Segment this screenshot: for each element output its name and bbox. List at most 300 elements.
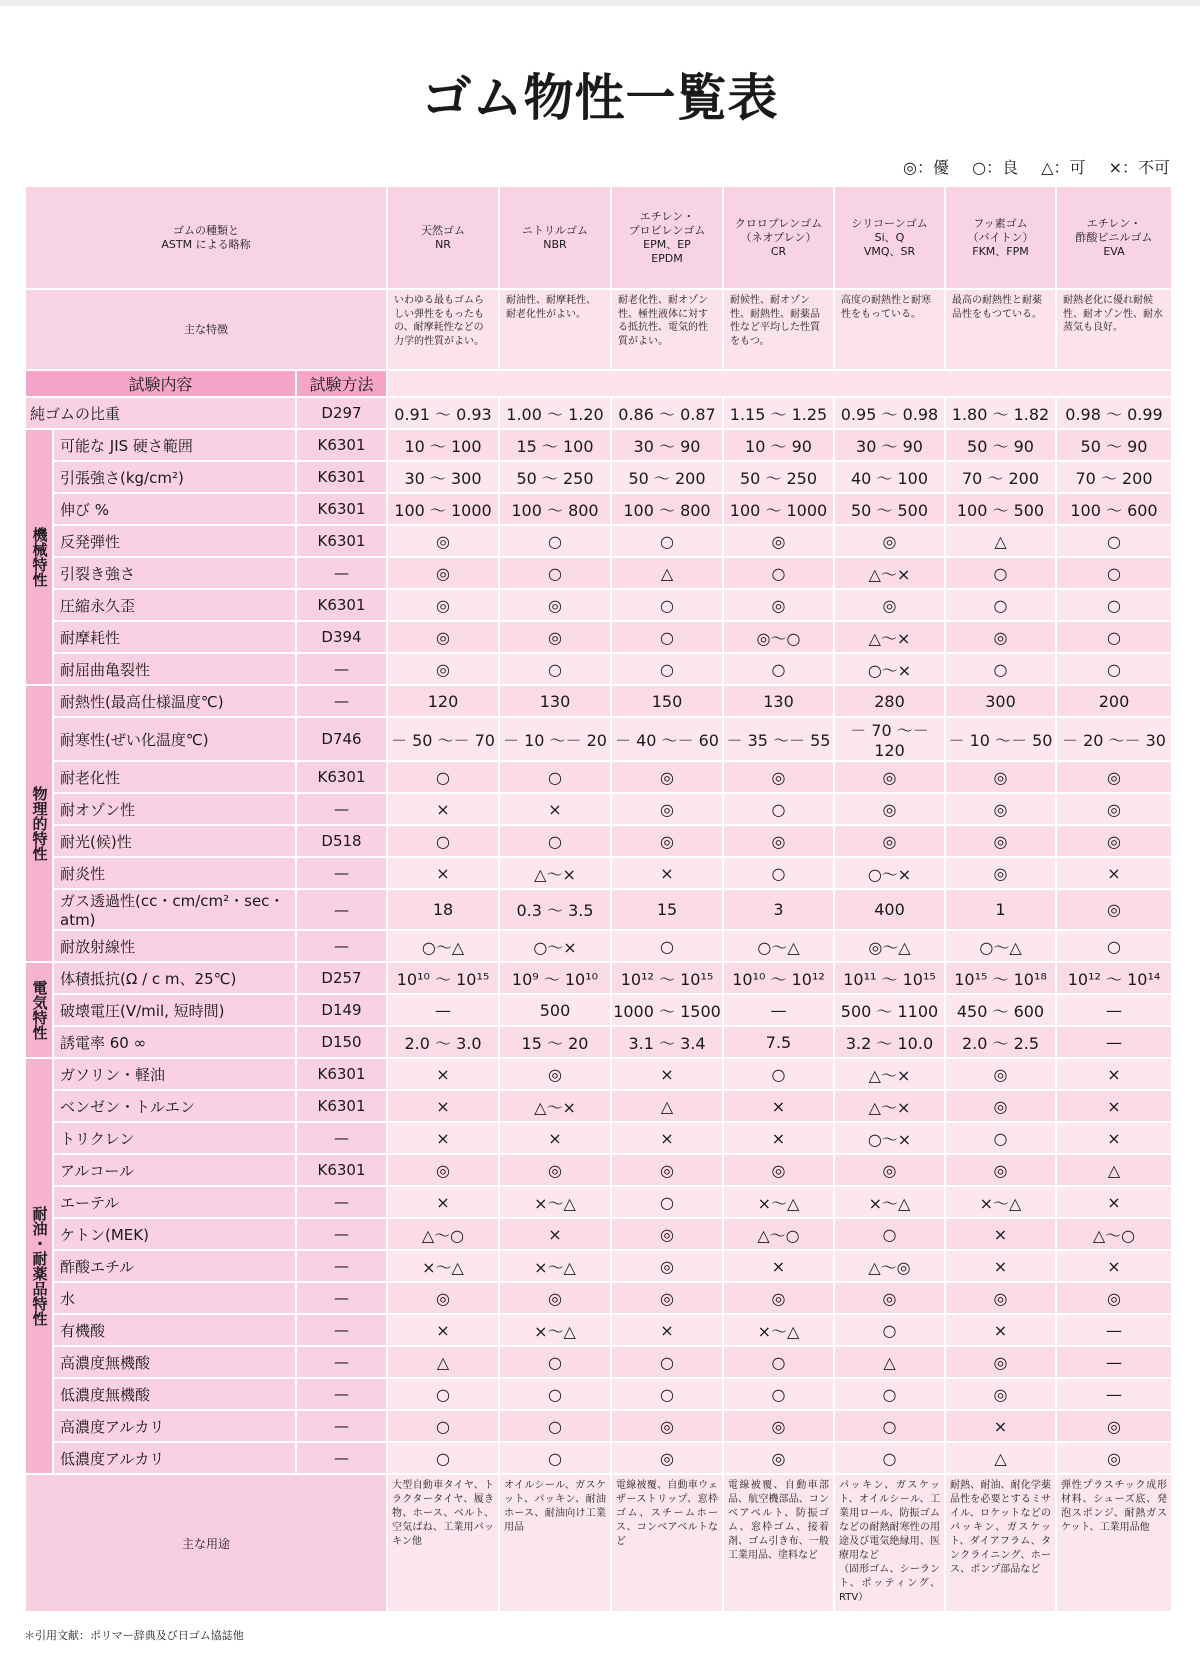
value-cell: ◎	[611, 1218, 723, 1250]
feature-label: 主な特徴	[25, 289, 387, 370]
value-cell: ◎	[723, 525, 834, 557]
value-cell: ○	[723, 653, 834, 685]
test-method: —	[296, 1314, 387, 1346]
rubber-name: ニトリルゴム NBR	[499, 186, 611, 289]
test-item: 純ゴムの比重	[25, 397, 296, 429]
value-cell: 150	[611, 685, 723, 717]
value-cell: ◎	[834, 793, 945, 825]
value-cell: － 35 ～－ 55	[723, 717, 834, 761]
value-cell: 0.86 ～ 0.87	[611, 397, 723, 429]
value-cell: ○	[499, 525, 611, 557]
test-item: 引張強さ(kg/cm²)	[53, 461, 296, 493]
value-cell: ◎	[611, 793, 723, 825]
value-cell: ×	[1056, 1090, 1172, 1122]
test-method: —	[296, 1250, 387, 1282]
value-cell: ×～△	[387, 1250, 499, 1282]
value-cell: ×	[387, 1090, 499, 1122]
value-cell: ×～△	[499, 1250, 611, 1282]
value-cell: ◎	[945, 793, 1056, 825]
value-cell: △～×	[834, 1090, 945, 1122]
value-cell: ○	[611, 1186, 723, 1218]
value-cell: ○	[723, 1378, 834, 1410]
test-item: 水	[53, 1282, 296, 1314]
value-cell: △	[945, 1442, 1056, 1474]
value-cell: ×	[387, 793, 499, 825]
value-cell: ◎	[387, 525, 499, 557]
value-cell: ○	[834, 1378, 945, 1410]
test-method: —	[296, 557, 387, 589]
test-item: 伸び %	[53, 493, 296, 525]
value-cell: ◎	[499, 1282, 611, 1314]
rubber-usage: 電線被覆、自動車ウェザーストリップ、窓枠ゴム、スチームホース、コンベアベルトなど	[611, 1474, 723, 1612]
rubber-feature: 耐熱老化に優れ耐候性、耐オゾン性、耐水蒸気も良好。	[1056, 289, 1172, 370]
test-method: D150	[296, 1026, 387, 1058]
value-cell: ◎	[834, 1154, 945, 1186]
value-cell: ◎	[945, 1378, 1056, 1410]
value-cell: ◎	[945, 621, 1056, 653]
value-cell: 15	[611, 889, 723, 930]
value-cell: ○	[1056, 557, 1172, 589]
value-cell: ◎	[1056, 1282, 1172, 1314]
value-cell: ×	[945, 1250, 1056, 1282]
value-cell: ◎	[834, 1282, 945, 1314]
value-cell: 10¹⁵ ～ 10¹⁸	[945, 962, 1056, 994]
value-cell: ○	[1056, 930, 1172, 962]
value-cell: ◎	[945, 1282, 1056, 1314]
value-cell: ×	[723, 1250, 834, 1282]
value-cell: 3.1 ～ 3.4	[611, 1026, 723, 1058]
rubber-feature: 高度の耐熱性と耐寒性をもっている。	[834, 289, 945, 370]
value-cell: 450 ～ 600	[945, 994, 1056, 1026]
value-cell: △	[945, 525, 1056, 557]
test-method: —	[296, 793, 387, 825]
value-cell: ◎	[499, 621, 611, 653]
value-cell: ◎	[834, 525, 945, 557]
value-cell: ○	[723, 557, 834, 589]
value-cell: △	[834, 1346, 945, 1378]
value-cell: 1.00 ～ 1.20	[499, 397, 611, 429]
value-cell: 70 ～ 200	[1056, 461, 1172, 493]
value-cell: 100 ～ 500	[945, 493, 1056, 525]
value-cell: 280	[834, 685, 945, 717]
value-cell: ○～×	[834, 857, 945, 889]
test-item: 引裂き強さ	[53, 557, 296, 589]
test-method: K6301	[296, 461, 387, 493]
test-method: —	[296, 1442, 387, 1474]
value-cell: ○	[611, 1346, 723, 1378]
test-item: 低濃度無機酸	[53, 1378, 296, 1410]
value-cell: 10¹⁰ ～ 10¹⁵	[387, 962, 499, 994]
rubber-name: シリコーンゴム Si、Q VMQ、SR	[834, 186, 945, 289]
test-method: —	[296, 1410, 387, 1442]
value-cell: ◎	[499, 1058, 611, 1090]
value-cell: ◎	[945, 1058, 1056, 1090]
value-cell: ◎	[723, 1442, 834, 1474]
test-method: D149	[296, 994, 387, 1026]
value-cell: ◎	[723, 1154, 834, 1186]
value-cell: － 70 ～－ 120	[834, 717, 945, 761]
value-cell: ×～△	[499, 1186, 611, 1218]
value-cell: ○～△	[723, 930, 834, 962]
test-method: D257	[296, 962, 387, 994]
value-cell: 120	[387, 685, 499, 717]
value-cell: 500	[499, 994, 611, 1026]
value-cell: ◎	[611, 825, 723, 857]
value-cell: ◎	[1056, 793, 1172, 825]
value-cell: 18	[387, 889, 499, 930]
category-label: 物理的特性	[25, 685, 53, 962]
value-cell: ◎	[611, 1154, 723, 1186]
value-cell: ×	[611, 1122, 723, 1154]
value-cell: 30 ～ 90	[834, 429, 945, 461]
value-cell: ◎～○	[723, 621, 834, 653]
value-cell: —	[1056, 994, 1172, 1026]
value-cell: 40 ～ 100	[834, 461, 945, 493]
test-method: —	[296, 1218, 387, 1250]
usage-label: 主な用途	[25, 1474, 387, 1612]
test-item: 耐老化性	[53, 761, 296, 793]
test-method: D297	[296, 397, 387, 429]
value-cell: 3.2 ～ 10.0	[834, 1026, 945, 1058]
value-cell: 100 ～ 1000	[723, 493, 834, 525]
value-cell: —	[1056, 1378, 1172, 1410]
category-label: 機械特性	[25, 429, 53, 685]
test-method: K6301	[296, 1058, 387, 1090]
value-cell: ◎	[499, 1154, 611, 1186]
value-cell: 7.5	[723, 1026, 834, 1058]
rubber-name: 天然ゴム NR	[387, 186, 499, 289]
value-cell: ○	[723, 793, 834, 825]
value-cell: ○～△	[387, 930, 499, 962]
value-cell: ◎	[723, 1282, 834, 1314]
value-cell: ○	[723, 857, 834, 889]
test-item: 耐屈曲亀裂性	[53, 653, 296, 685]
value-cell: ×	[499, 1218, 611, 1250]
rubber-feature: 耐老化性、耐オゾン性、極性液体に対する抵抗性、電気的性質がよい。	[611, 289, 723, 370]
value-cell: ○	[387, 1442, 499, 1474]
value-cell: － 40 ～－ 60	[611, 717, 723, 761]
value-cell: ○	[499, 1346, 611, 1378]
value-cell: ◎	[387, 1282, 499, 1314]
value-cell: —	[387, 994, 499, 1026]
legend-fair: △：可	[1041, 158, 1086, 177]
test-method: D394	[296, 621, 387, 653]
value-cell: △～×	[834, 1058, 945, 1090]
value-cell: △	[387, 1346, 499, 1378]
value-cell: ◎	[611, 1410, 723, 1442]
test-item: ガソリン・軽油	[53, 1058, 296, 1090]
test-item: 耐寒性(ぜい化温度℃)	[53, 717, 296, 761]
rubber-feature: 最高の耐熱性と耐薬品性をもつている。	[945, 289, 1056, 370]
value-cell: － 50 ～－ 70	[387, 717, 499, 761]
value-cell: ◎	[611, 1250, 723, 1282]
value-cell: ◎	[723, 761, 834, 793]
legend-good: ○：良	[972, 158, 1019, 177]
value-cell: ◎	[1056, 889, 1172, 930]
value-cell: ◎	[1056, 825, 1172, 857]
value-cell: ×	[387, 1058, 499, 1090]
value-cell: 0.95 ～ 0.98	[834, 397, 945, 429]
value-cell: ◎	[499, 589, 611, 621]
value-cell: ○	[1056, 621, 1172, 653]
test-item: 耐摩耗性	[53, 621, 296, 653]
value-cell: 3	[723, 889, 834, 930]
value-cell: ○	[387, 761, 499, 793]
value-cell: 10⁹ ～ 10¹⁰	[499, 962, 611, 994]
value-cell: ◎	[834, 761, 945, 793]
value-cell: ○	[945, 557, 1056, 589]
legend-excellent: ◎：優	[903, 158, 950, 177]
test-item: 誘電率 60 ∞	[53, 1026, 296, 1058]
value-cell: ×	[1056, 857, 1172, 889]
value-cell: ○～△	[945, 930, 1056, 962]
value-cell: ◎	[1056, 1410, 1172, 1442]
value-cell: ×	[1056, 1058, 1172, 1090]
value-cell: —	[1056, 1346, 1172, 1378]
test-item: 低濃度アルカリ	[53, 1442, 296, 1474]
test-item: 耐炎性	[53, 857, 296, 889]
value-cell: ○	[1056, 589, 1172, 621]
rubber-usage: 大型自動車タイヤ、トラクタータイヤ、履き物、ホース、ベルト、空気ばね、工業用パッキン他	[387, 1474, 499, 1612]
value-cell: ○	[499, 1442, 611, 1474]
test-item: 可能な JIS 硬さ範囲	[53, 429, 296, 461]
test-item: 耐熱性(最高仕様温度℃)	[53, 685, 296, 717]
value-cell: ○～×	[834, 1122, 945, 1154]
test-method: K6301	[296, 429, 387, 461]
value-cell: 50 ～ 90	[1056, 429, 1172, 461]
value-cell: 500 ～ 1100	[834, 994, 945, 1026]
top-border	[0, 0, 1200, 6]
value-cell: 70 ～ 200	[945, 461, 1056, 493]
value-cell: ×	[945, 1218, 1056, 1250]
value-cell: 1.15 ～ 1.25	[723, 397, 834, 429]
value-cell: 10¹² ～ 10¹⁵	[611, 962, 723, 994]
rubber-type-label: ゴムの種類と ASTM による略称	[25, 186, 387, 289]
value-cell: ◎	[945, 1090, 1056, 1122]
test-method: —	[296, 685, 387, 717]
value-cell: 100 ～ 800	[499, 493, 611, 525]
category-label: 電気特性	[25, 962, 53, 1058]
value-cell: ○	[387, 1378, 499, 1410]
value-cell: ○	[611, 589, 723, 621]
value-cell: ○～×	[834, 653, 945, 685]
test-method: K6301	[296, 761, 387, 793]
value-cell: ○	[834, 1442, 945, 1474]
test-item: 破壊電圧(V/mil, 短時間)	[53, 994, 296, 1026]
value-cell: ×～△	[723, 1314, 834, 1346]
test-item: トリクレン	[53, 1122, 296, 1154]
value-cell: 0.91 ～ 0.93	[387, 397, 499, 429]
value-cell: ○	[834, 1218, 945, 1250]
legend-poor: ×：不可	[1108, 158, 1170, 177]
test-item-header: 試験内容	[25, 370, 296, 397]
value-cell: ○	[499, 1378, 611, 1410]
value-cell: ×～△	[945, 1186, 1056, 1218]
value-cell: ○	[834, 1314, 945, 1346]
value-cell: △	[1056, 1154, 1172, 1186]
value-cell: 300	[945, 685, 1056, 717]
value-cell: △～○	[1056, 1218, 1172, 1250]
value-cell: ×	[611, 1314, 723, 1346]
value-cell: ◎	[945, 825, 1056, 857]
value-cell: － 10 ～－ 20	[499, 717, 611, 761]
test-item: 高濃度無機酸	[53, 1346, 296, 1378]
value-cell: ◎	[834, 589, 945, 621]
value-cell: 50 ～ 250	[723, 461, 834, 493]
value-cell: ◎	[945, 1154, 1056, 1186]
value-cell: △～○	[387, 1218, 499, 1250]
value-cell: ◎	[834, 825, 945, 857]
value-cell: ×～△	[834, 1186, 945, 1218]
value-cell: 30 ～ 90	[611, 429, 723, 461]
value-cell: ○	[945, 589, 1056, 621]
value-cell: —	[1056, 1314, 1172, 1346]
value-cell: ×	[1056, 1250, 1172, 1282]
value-cell: ◎	[1056, 1442, 1172, 1474]
value-cell: ◎	[945, 761, 1056, 793]
value-cell: ×	[499, 1122, 611, 1154]
value-cell: 10¹⁰ ～ 10¹²	[723, 962, 834, 994]
value-cell: 1	[945, 889, 1056, 930]
value-cell: ◎	[723, 825, 834, 857]
value-cell: ◎～△	[834, 930, 945, 962]
value-cell: － 10 ～－ 50	[945, 717, 1056, 761]
rubber-usage: 電線被覆、自動車部品、航空機部品、コンベアベルト、防振ゴム、窓枠ゴム、接着剤、ゴム引き布、一般工業用品、塗料など	[723, 1474, 834, 1612]
value-cell: ×	[723, 1090, 834, 1122]
value-cell: 10 ～ 90	[723, 429, 834, 461]
value-cell: ○	[611, 525, 723, 557]
value-cell: 30 ～ 300	[387, 461, 499, 493]
rubber-usage: パッキン、ガスケット、オイルシール、工業用ロール、防振ゴムなどの耐熱耐寒性の用途及び電気絶縁用、医療用など （固形ゴム、シーラント、ポッティング、RTV）	[834, 1474, 945, 1612]
value-cell: ○	[723, 1058, 834, 1090]
test-item: 有機酸	[53, 1314, 296, 1346]
value-cell: ○	[499, 761, 611, 793]
test-method: —	[296, 1378, 387, 1410]
rubber-usage: 耐熱、耐油、耐化学薬品性を必要とするミサイル、ロケットなどのパッキン、ガスケット、ダイアフラム、タンクライニング、ホース、ポンプ部品など	[945, 1474, 1056, 1612]
value-cell: ×～△	[499, 1314, 611, 1346]
value-cell: 100 ～ 1000	[387, 493, 499, 525]
test-method: —	[296, 857, 387, 889]
value-cell: 1.80 ～ 1.82	[945, 397, 1056, 429]
value-cell: ◎	[945, 1346, 1056, 1378]
legend	[885, 155, 1170, 178]
test-item: 耐放射線性	[53, 930, 296, 962]
value-cell: 10¹¹ ～ 10¹⁵	[834, 962, 945, 994]
test-item: アルコール	[53, 1154, 296, 1186]
test-method: —	[296, 1346, 387, 1378]
test-method: —	[296, 930, 387, 962]
rubber-feature: 耐油性、耐摩耗性、耐老化性がよい。	[499, 289, 611, 370]
value-cell: ×～△	[723, 1186, 834, 1218]
value-cell: ○	[499, 557, 611, 589]
test-method: D518	[296, 825, 387, 857]
test-item: ガス透過性(cc・cm/cm²・sec・atm)	[53, 889, 296, 930]
value-cell: ○	[834, 1410, 945, 1442]
value-cell: ○	[611, 621, 723, 653]
value-cell: ○	[611, 930, 723, 962]
test-item: ケトン(MEK)	[53, 1218, 296, 1250]
test-item: 体積抵抗(Ω / c m、25℃)	[53, 962, 296, 994]
value-cell: ○	[1056, 653, 1172, 685]
value-cell: △～○	[723, 1218, 834, 1250]
value-cell: 15 ～ 100	[499, 429, 611, 461]
value-cell: ◎	[611, 1282, 723, 1314]
test-method: K6301	[296, 589, 387, 621]
value-cell: ◎	[611, 761, 723, 793]
value-cell: ×	[387, 1314, 499, 1346]
value-cell: ○	[611, 1378, 723, 1410]
value-cell: ×	[945, 1314, 1056, 1346]
test-method: K6301	[296, 1154, 387, 1186]
value-cell: ○	[723, 1346, 834, 1378]
value-cell: ◎	[723, 1410, 834, 1442]
header-spacer	[387, 370, 1172, 397]
test-method: —	[296, 653, 387, 685]
test-item: 酢酸エチル	[53, 1250, 296, 1282]
value-cell: ○	[945, 653, 1056, 685]
value-cell: △～×	[499, 1090, 611, 1122]
value-cell: ×	[387, 1186, 499, 1218]
value-cell: ×	[723, 1122, 834, 1154]
value-cell: 0.98 ～ 0.99	[1056, 397, 1172, 429]
test-method: D746	[296, 717, 387, 761]
value-cell: 130	[499, 685, 611, 717]
value-cell: ○	[387, 1410, 499, 1442]
value-cell: 1000 ～ 1500	[611, 994, 723, 1026]
citation: ＊引用文献：ポリマー辞典及び日ゴム協誌他	[24, 1629, 244, 1642]
test-item: 耐オゾン性	[53, 793, 296, 825]
value-cell: 2.0 ～ 2.5	[945, 1026, 1056, 1058]
value-cell: 50 ～ 500	[834, 493, 945, 525]
value-cell: ○～×	[499, 930, 611, 962]
value-cell: ◎	[611, 1442, 723, 1474]
value-cell: △	[611, 557, 723, 589]
value-cell: ◎	[387, 621, 499, 653]
test-item: 耐光(候)性	[53, 825, 296, 857]
value-cell: ○	[1056, 525, 1172, 557]
value-cell: ×	[1056, 1122, 1172, 1154]
value-cell: ○	[499, 1410, 611, 1442]
test-method: K6301	[296, 1090, 387, 1122]
value-cell: △～×	[499, 857, 611, 889]
page-title: ゴム物性一覧表	[421, 69, 779, 127]
rubber-usage: オイルシール、ガスケット、パッキン、耐油ホース、耐油向け工業用品	[499, 1474, 611, 1612]
value-cell: 50 ～ 90	[945, 429, 1056, 461]
test-method: —	[296, 889, 387, 930]
value-cell: 10 ～ 100	[387, 429, 499, 461]
test-method: K6301	[296, 493, 387, 525]
test-method: —	[296, 1122, 387, 1154]
test-method-header: 試験方法	[296, 370, 387, 397]
test-item: 反発弾性	[53, 525, 296, 557]
value-cell: 15 ～ 20	[499, 1026, 611, 1058]
value-cell: ×	[499, 793, 611, 825]
value-cell: ◎	[387, 653, 499, 685]
rubber-usage: 弾性プラスチック成形材料、シューズ底、発泡スポンジ、耐熱ガスケット、工業用品他	[1056, 1474, 1172, 1612]
value-cell: ◎	[387, 1154, 499, 1186]
value-cell: ◎	[1056, 761, 1172, 793]
value-cell: 0.3 ～ 3.5	[499, 889, 611, 930]
value-cell: ×	[611, 1058, 723, 1090]
value-cell: ◎	[387, 589, 499, 621]
rubber-name: エチレン・ 酢酸ビニルゴム EVA	[1056, 186, 1172, 289]
value-cell: ○	[387, 825, 499, 857]
value-cell: ◎	[945, 857, 1056, 889]
value-cell: —	[723, 994, 834, 1026]
value-cell: 400	[834, 889, 945, 930]
value-cell: 50 ～ 250	[499, 461, 611, 493]
value-cell: 130	[723, 685, 834, 717]
